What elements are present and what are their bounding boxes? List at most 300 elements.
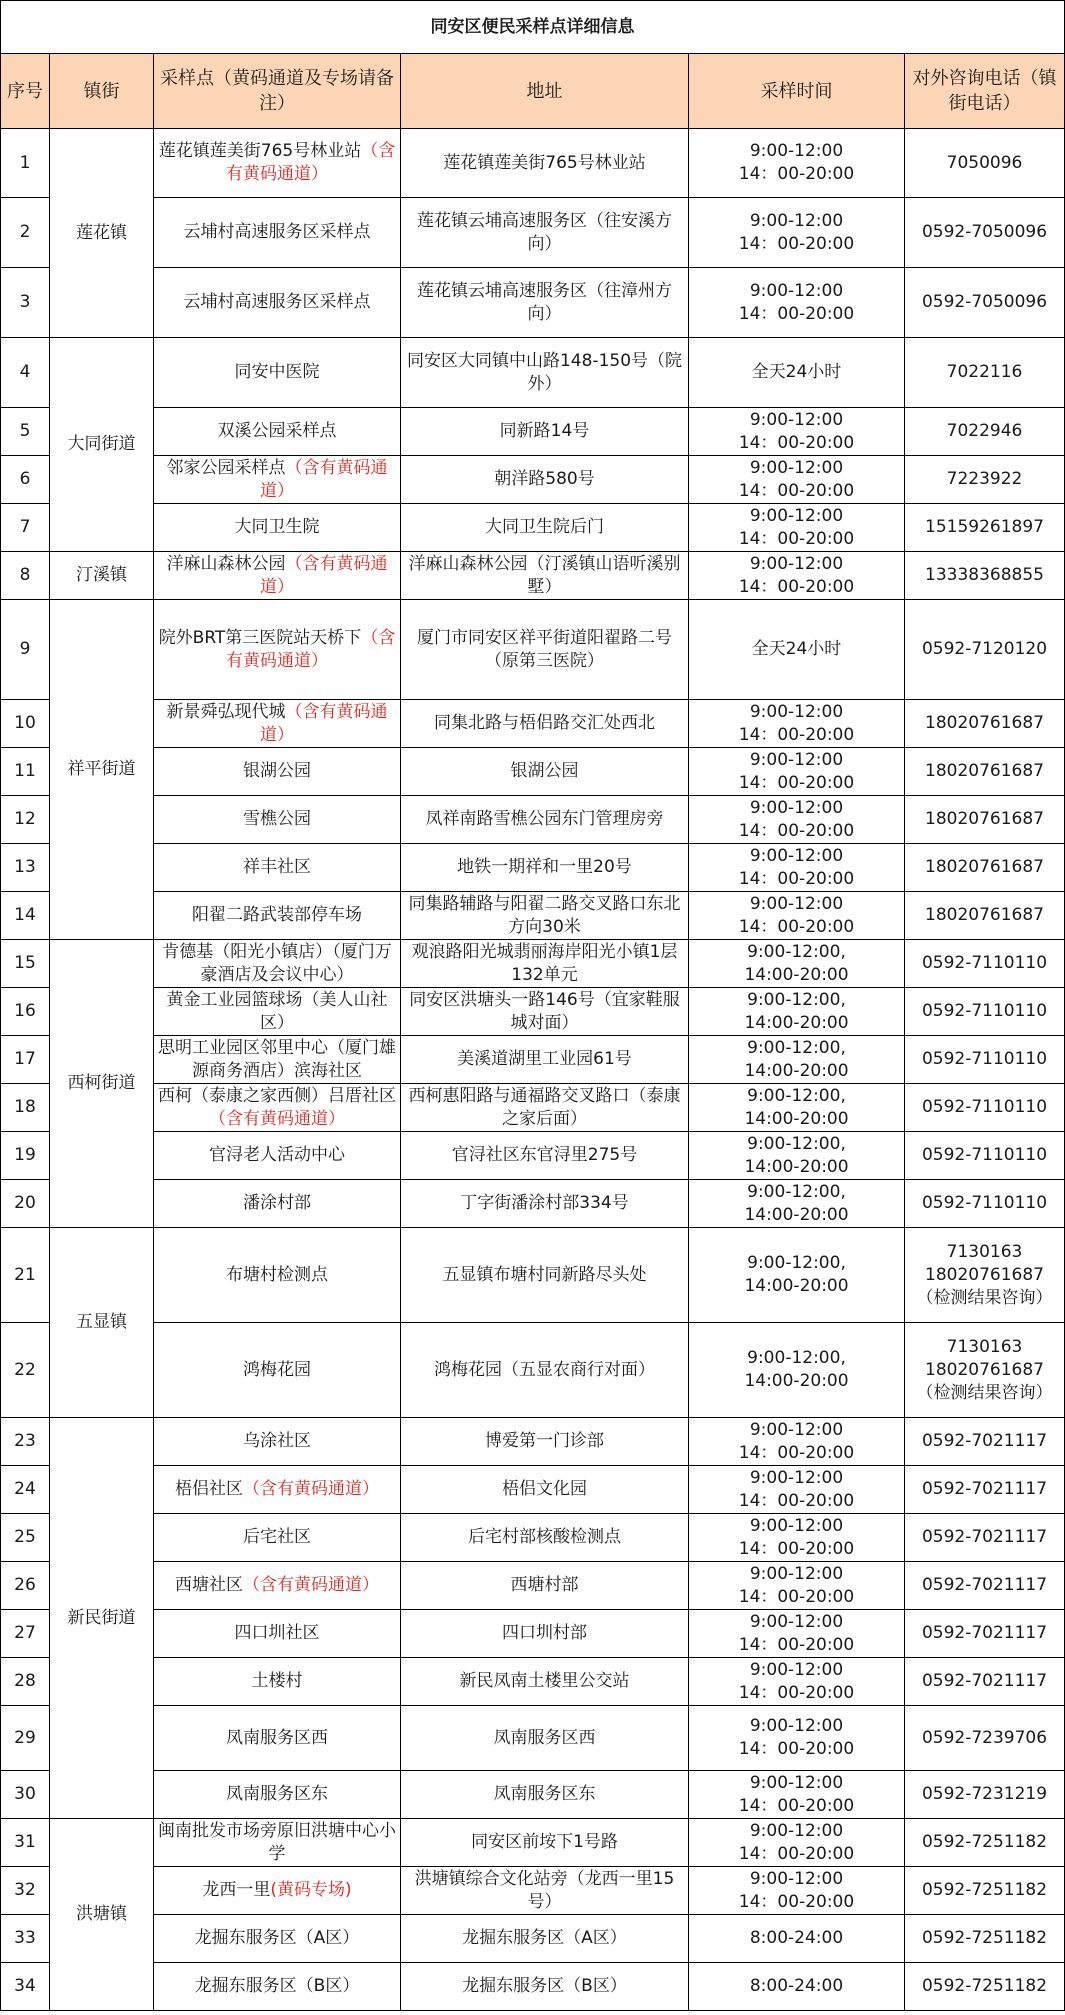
text-line: 14：00-20:00	[738, 772, 855, 793]
table-row	[1, 338, 1065, 408]
site-name: 院外BRT第三医院站天桥下	[158, 627, 362, 648]
text-line: 14：00-20:00	[738, 820, 855, 841]
text-line: 14：00-20:00	[738, 1538, 855, 1559]
text-line: 14：00-20:00	[738, 1739, 855, 1759]
text-line: 7130163	[946, 1336, 1023, 1357]
phone-cell	[905, 1084, 1065, 1132]
address-cell: 龙掘东服务区（A区）	[401, 1915, 689, 1963]
text-line: 14：00-20:00	[738, 1795, 855, 1816]
text-line: 0592-7021117	[921, 1671, 1048, 1691]
text-line: 0592-7231219	[921, 1784, 1048, 1804]
address-cell: 西柯惠阳路与通福路交叉路口（泰康之家后面）	[401, 1084, 689, 1132]
text-line: 0592-7021117	[921, 1431, 1048, 1451]
address-cell: 美溪道湖里工业园61号	[401, 1036, 689, 1084]
site-cell	[154, 1180, 401, 1228]
text-line: 14：00-20:00	[738, 480, 855, 501]
address-cell: 洪塘镇综合文化站旁（龙西一里15号）	[401, 1867, 689, 1915]
header-site: 采样点（黄码通道及专场请备注）	[154, 54, 401, 129]
time-cell	[689, 1228, 905, 1323]
town-cell: 祥平街道	[50, 600, 154, 940]
site-name: 邻家公园采样点	[166, 457, 286, 478]
site-name: 云埔村高速服务区采样点	[183, 292, 371, 312]
text-line: 全天24小时	[751, 639, 842, 659]
text-line: （检测结果咨询）	[916, 1382, 1053, 1403]
phone-cell	[905, 1867, 1065, 1915]
site-cell	[154, 456, 401, 504]
text-line: 0592-7239706	[921, 1727, 1048, 1748]
address-cell: 梧侣文化园	[401, 1466, 689, 1514]
text-line: 18020761687	[925, 809, 1044, 829]
row-index: 1	[1, 129, 50, 198]
time-cell	[689, 1418, 905, 1466]
yellow-code-note: （含有黄码通道）	[209, 1108, 345, 1129]
address-cell: 新民凤南土楼里公交站	[401, 1658, 689, 1706]
row-index: 17	[1, 1036, 50, 1084]
text-line: 18020761687	[925, 857, 1044, 877]
site-name: 洋麻山森林公园	[166, 553, 286, 574]
table-row	[1, 129, 1065, 198]
town-cell: 新民街道	[50, 1418, 154, 1819]
row-index: 10	[1, 700, 50, 748]
text-line: 14：00-20:00	[738, 724, 855, 745]
text-line: 9:00-12:00,	[747, 1133, 846, 1154]
row-index: 28	[1, 1658, 50, 1706]
text-line: 14：00-20:00	[738, 1891, 855, 1912]
row-index: 31	[1, 1819, 50, 1867]
site-cell	[154, 1084, 401, 1132]
table-row	[1, 988, 1065, 1036]
site-cell	[154, 338, 401, 408]
text-line: 14：00-20:00	[738, 528, 855, 549]
time-cell	[689, 129, 905, 198]
row-index: 3	[1, 268, 50, 338]
site-cell	[154, 1658, 401, 1706]
address-cell: 莲花镇莲美街765号林业站	[401, 129, 689, 198]
address-cell: 四口圳村部	[401, 1610, 689, 1658]
town-cell: 西柯街道	[50, 940, 154, 1228]
time-cell	[689, 988, 905, 1036]
site-cell	[154, 129, 401, 198]
phone-cell	[905, 1706, 1065, 1771]
text-line: 全天24小时	[751, 362, 842, 382]
table-row	[1, 456, 1065, 504]
table-row	[1, 504, 1065, 552]
text-line: 14:00-20:00	[744, 1060, 849, 1081]
phone-cell	[905, 1658, 1065, 1706]
site-name: 龙掘东服务区（A区）	[194, 1928, 360, 1948]
text-line: 9:00-12:00	[749, 1611, 844, 1632]
site-cell	[154, 1132, 401, 1180]
text-line: 9:00-12:00	[749, 749, 844, 770]
table-row	[1, 1658, 1065, 1706]
site-name: 双溪公园采样点	[217, 421, 337, 441]
row-index: 8	[1, 552, 50, 600]
header-row	[1, 54, 1065, 129]
site-name: 布塘村检测点	[226, 1264, 328, 1285]
text-line: 9:00-12:00	[749, 409, 844, 430]
phone-cell	[905, 796, 1065, 844]
table-row	[1, 1819, 1065, 1867]
text-line: 9:00-12:00,	[747, 1348, 846, 1368]
text-line: 14:00-20:00	[744, 1156, 849, 1177]
site-name: 莲花镇莲美街765号林业站	[158, 141, 362, 161]
site-cell	[154, 408, 401, 456]
text-line: 14：00-20:00	[738, 1586, 855, 1607]
table-row	[1, 1562, 1065, 1610]
text-line: 9:00-12:00	[749, 797, 844, 818]
text-line: 8:00-24:00	[749, 1976, 844, 1996]
text-line: 9:00-12:00,	[747, 1181, 846, 1202]
row-index: 27	[1, 1610, 50, 1658]
site-name: 闽南批发市场旁原旧洪塘中心小学	[158, 1820, 396, 1864]
phone-cell	[905, 338, 1065, 408]
table-row	[1, 940, 1065, 988]
phone-cell	[905, 1963, 1065, 2011]
text-line: 9:00-12:00	[749, 1419, 844, 1440]
phone-cell	[905, 1323, 1065, 1418]
site-name: 梧侣社区	[175, 1479, 243, 1499]
table-row	[1, 1963, 1065, 2011]
row-index: 22	[1, 1323, 50, 1418]
table-row	[1, 1323, 1065, 1418]
address-cell: 同新路14号	[401, 408, 689, 456]
town-cell: 莲花镇	[50, 129, 154, 338]
time-cell	[689, 1771, 905, 1819]
text-line: 9:00-12:00	[749, 553, 844, 574]
site-cell	[154, 1036, 401, 1084]
site-name: 凤南服务区西	[226, 1727, 328, 1748]
address-cell: 莲花镇云埔高速服务区（往安溪方向）	[401, 198, 689, 268]
phone-cell	[905, 1562, 1065, 1610]
row-index: 20	[1, 1180, 50, 1228]
site-name: 四口圳社区	[234, 1623, 320, 1643]
row-index: 5	[1, 408, 50, 456]
phone-cell	[905, 1819, 1065, 1867]
site-name: 同安中医院	[234, 362, 320, 382]
yellow-code-note: （含有黄码通道）	[226, 627, 396, 671]
text-line: 0592-7110110	[921, 1097, 1048, 1117]
text-line: 7022946	[946, 421, 1023, 441]
phone-cell	[905, 552, 1065, 600]
time-cell	[689, 1658, 905, 1706]
time-cell	[689, 1915, 905, 1963]
site-name: 乌涂社区	[243, 1431, 311, 1451]
header-phone: 对外咨询电话（镇街电话）	[905, 54, 1065, 129]
text-line: 18020761687	[925, 761, 1044, 781]
phone-cell	[905, 504, 1065, 552]
text-line: 14:00-20:00	[744, 1108, 849, 1129]
address-cell: 博爱第一门诊部	[401, 1418, 689, 1466]
header-address: 地址	[401, 54, 689, 129]
text-line: 14：00-20:00	[738, 868, 855, 889]
row-index: 6	[1, 456, 50, 504]
text-line: 8:00-24:00	[749, 1928, 844, 1948]
time-cell	[689, 1706, 905, 1771]
address-cell: 观浪路阳光城翡丽海岸阳光小镇1层132单元	[401, 940, 689, 988]
text-line: 0592-7251182	[921, 1880, 1048, 1900]
text-line: 9:00-12:00	[749, 1563, 844, 1584]
phone-cell	[905, 1228, 1065, 1323]
table-row	[1, 268, 1065, 338]
row-index: 11	[1, 748, 50, 796]
town-cell: 五显镇	[50, 1228, 154, 1418]
text-line: 9:00-12:00	[749, 1772, 844, 1793]
table-row	[1, 1514, 1065, 1562]
site-name: 祥丰社区	[243, 857, 311, 877]
site-cell	[154, 988, 401, 1036]
site-cell	[154, 1819, 401, 1867]
site-cell	[154, 268, 401, 338]
time-cell	[689, 456, 905, 504]
site-cell	[154, 748, 401, 796]
text-line: 14：00-20:00	[738, 1634, 855, 1655]
table-row	[1, 408, 1065, 456]
text-line: 7050096	[946, 152, 1023, 173]
site-cell	[154, 1466, 401, 1514]
text-line: 0592-7110110	[921, 1193, 1048, 1213]
site-cell	[154, 1323, 401, 1418]
site-name: 凤南服务区东	[226, 1784, 328, 1804]
text-line: 9:00-12:00	[749, 1868, 844, 1889]
time-cell	[689, 892, 905, 940]
table-row	[1, 892, 1065, 940]
address-cell: 官浔社区东官浔里275号	[401, 1132, 689, 1180]
time-cell	[689, 940, 905, 988]
header-town: 镇街	[50, 54, 154, 129]
row-index: 9	[1, 600, 50, 700]
site-name: 黄金工业园篮球场（美人山社区）	[166, 989, 388, 1033]
yellow-code-note: （含有黄码通道）	[260, 553, 388, 597]
text-line: 18020761687	[925, 1264, 1044, 1285]
time-cell	[689, 338, 905, 408]
site-name: 新景舜弘现代城	[166, 701, 286, 722]
address-cell: 同安区大同镇中山路148-150号（院外）	[401, 338, 689, 408]
address-cell: 同安区前垵下1号路	[401, 1819, 689, 1867]
time-cell	[689, 1180, 905, 1228]
text-line: 9:00-12:00	[749, 141, 844, 161]
text-line: 9:00-12:00,	[747, 1253, 846, 1273]
time-cell	[689, 1610, 905, 1658]
text-line: 13338368855	[925, 565, 1044, 585]
site-name: 鸿梅花园	[243, 1359, 311, 1380]
phone-cell	[905, 940, 1065, 988]
text-line: 9:00-12:00	[749, 505, 844, 526]
table-row	[1, 1466, 1065, 1514]
town-cell: 汀溪镇	[50, 552, 154, 600]
site-name: 肯德基（阳光小镇店）（厦门万豪酒店及会议中心）	[162, 941, 392, 985]
address-cell: 同集北路与梧侣路交汇处西北	[401, 700, 689, 748]
site-name: 西柯（泰康之家西侧）吕厝社区	[158, 1085, 396, 1106]
text-line: 9:00-12:00	[749, 457, 844, 478]
row-index: 12	[1, 796, 50, 844]
table-row	[1, 1180, 1065, 1228]
row-index: 18	[1, 1084, 50, 1132]
site-name: 云埔村高速服务区采样点	[183, 222, 371, 242]
time-cell	[689, 1132, 905, 1180]
time-cell	[689, 1323, 905, 1418]
text-line: 9:00-12:00,	[747, 1037, 846, 1058]
text-line: 9:00-12:00	[749, 893, 844, 914]
site-cell	[154, 1771, 401, 1819]
site-cell	[154, 198, 401, 268]
text-line: 0592-7050096	[921, 222, 1048, 242]
row-index: 16	[1, 988, 50, 1036]
text-line: 9:00-12:00	[749, 1820, 844, 1841]
text-line: 14:00-20:00	[744, 1204, 849, 1225]
time-cell	[689, 844, 905, 892]
row-index: 25	[1, 1514, 50, 1562]
address-cell: 大同卫生院后门	[401, 504, 689, 552]
address-cell: 龙掘东服务区（B区）	[401, 1963, 689, 2011]
table-row	[1, 1867, 1065, 1915]
yellow-code-note: （含有黄码通道）	[260, 701, 388, 745]
row-index: 2	[1, 198, 50, 268]
site-name: 阳翟二路武装部停车场	[192, 905, 362, 925]
site-name: 龙掘东服务区（B区）	[194, 1976, 360, 1996]
address-cell: 莲花镇云埔高速服务区（往漳州方向）	[401, 268, 689, 338]
text-line: 7022116	[946, 362, 1023, 382]
site-cell	[154, 796, 401, 844]
address-cell: 丁字街潘涂村部334号	[401, 1180, 689, 1228]
text-line: 14：00-20:00	[738, 916, 855, 937]
text-line: 0592-7021117	[921, 1479, 1048, 1499]
site-cell	[154, 552, 401, 600]
address-cell: 厦门市同安区祥平街道阳翟路二号（原第三医院）	[401, 600, 689, 700]
table-row	[1, 1036, 1065, 1084]
text-line: 0592-7251182	[921, 1976, 1048, 1996]
text-line: 9:00-12:00	[749, 280, 844, 301]
address-cell: 凤南服务区西	[401, 1706, 689, 1771]
table-row	[1, 552, 1065, 600]
text-line: 14：00-20:00	[738, 303, 855, 324]
phone-cell	[905, 1610, 1065, 1658]
text-line: 7130163	[946, 1241, 1023, 1262]
site-name: 思明工业园区邻里中心（厦门雄源商务酒店）滨海社区	[158, 1037, 396, 1081]
site-name: 银湖公园	[243, 761, 311, 781]
row-index: 26	[1, 1562, 50, 1610]
site-cell	[154, 940, 401, 988]
row-index: 14	[1, 892, 50, 940]
table-row	[1, 748, 1065, 796]
address-cell: 后宅村部核酸检测点	[401, 1514, 689, 1562]
row-index: 29	[1, 1706, 50, 1771]
text-line: 9:00-12:00,	[747, 941, 846, 962]
phone-cell	[905, 1132, 1065, 1180]
table-row	[1, 1132, 1065, 1180]
yellow-code-note: （含有黄码通道）	[226, 141, 396, 184]
time-cell	[689, 1084, 905, 1132]
header-index: 序号	[1, 54, 50, 129]
site-cell	[154, 1915, 401, 1963]
text-line: 18020761687	[925, 1359, 1044, 1380]
yellow-code-note: (黄码专场)	[270, 1880, 352, 1900]
phone-cell	[905, 1771, 1065, 1819]
text-line: 0592-7050096	[921, 292, 1048, 312]
site-name: 雪樵公园	[243, 809, 311, 829]
text-line: 14：00-20:00	[738, 1490, 855, 1511]
text-line: 14:00-20:00	[744, 964, 849, 985]
town-cell: 大同街道	[50, 338, 154, 552]
site-name: 大同卫生院	[234, 517, 320, 537]
time-cell	[689, 1867, 905, 1915]
site-cell	[154, 1562, 401, 1610]
table-row	[1, 600, 1065, 700]
text-line: 0592-7110110	[921, 953, 1048, 973]
text-line: 14：00-20:00	[738, 1843, 855, 1864]
site-name: 潘涂村部	[243, 1193, 311, 1213]
text-line: 7223922	[946, 469, 1023, 489]
yellow-code-note: （含有黄码通道）	[260, 457, 388, 501]
text-line: 0592-7110110	[921, 1049, 1048, 1069]
phone-cell	[905, 600, 1065, 700]
site-cell	[154, 504, 401, 552]
text-line: （检测结果咨询）	[916, 1287, 1053, 1308]
time-cell	[689, 408, 905, 456]
phone-cell	[905, 198, 1065, 268]
text-line: 14：00-20:00	[738, 432, 855, 453]
row-index: 15	[1, 940, 50, 988]
phone-cell	[905, 456, 1065, 504]
address-cell: 同集路辅路与阳翟二路交叉路口东北方向30米	[401, 892, 689, 940]
phone-cell	[905, 1180, 1065, 1228]
site-cell	[154, 1963, 401, 2011]
row-index: 30	[1, 1771, 50, 1819]
text-line: 14：00-20:00	[738, 1682, 855, 1703]
phone-cell	[905, 1514, 1065, 1562]
table-row	[1, 1610, 1065, 1658]
address-cell: 鸿梅花园（五显农商行对面）	[401, 1323, 689, 1418]
text-line: 14：00-20:00	[738, 1442, 855, 1463]
phone-cell	[905, 1915, 1065, 1963]
text-line: 0592-7251182	[921, 1832, 1048, 1852]
time-cell	[689, 268, 905, 338]
phone-cell	[905, 1466, 1065, 1514]
address-cell: 洋麻山森林公园（汀溪镇山语听溪别墅）	[401, 552, 689, 600]
row-index: 32	[1, 1867, 50, 1915]
text-line: 15159261897	[925, 517, 1044, 537]
site-cell	[154, 700, 401, 748]
address-cell: 朝洋路580号	[401, 456, 689, 504]
site-name: 官浔老人活动中心	[209, 1145, 345, 1165]
site-name: 后宅社区	[243, 1527, 311, 1547]
text-line: 0592-7120120	[921, 639, 1048, 659]
phone-cell	[905, 748, 1065, 796]
row-index: 24	[1, 1466, 50, 1514]
row-index: 33	[1, 1915, 50, 1963]
text-line: 9:00-12:00	[749, 845, 844, 866]
text-line: 18020761687	[925, 905, 1044, 925]
time-cell	[689, 552, 905, 600]
time-cell	[689, 1466, 905, 1514]
text-line: 9:00-12:00	[749, 1659, 844, 1680]
phone-cell	[905, 892, 1065, 940]
row-index: 4	[1, 338, 50, 408]
table-row	[1, 198, 1065, 268]
town-cell: 洪塘镇	[50, 1819, 154, 2011]
text-line: 9:00-12:00	[749, 1716, 844, 1736]
address-cell: 同安区洪塘头一路146号（宜家鞋服城对面）	[401, 988, 689, 1036]
text-line: 18020761687	[925, 713, 1044, 733]
table-row	[1, 1418, 1065, 1466]
table-row	[1, 1771, 1065, 1819]
text-line: 9:00-12:00	[749, 1467, 844, 1488]
address-cell: 西塘村部	[401, 1562, 689, 1610]
table-row	[1, 1084, 1065, 1132]
text-line: 14:00-20:00	[744, 1276, 849, 1296]
text-line: 9:00-12:00	[749, 701, 844, 722]
site-cell	[154, 844, 401, 892]
row-index: 34	[1, 1963, 50, 2011]
